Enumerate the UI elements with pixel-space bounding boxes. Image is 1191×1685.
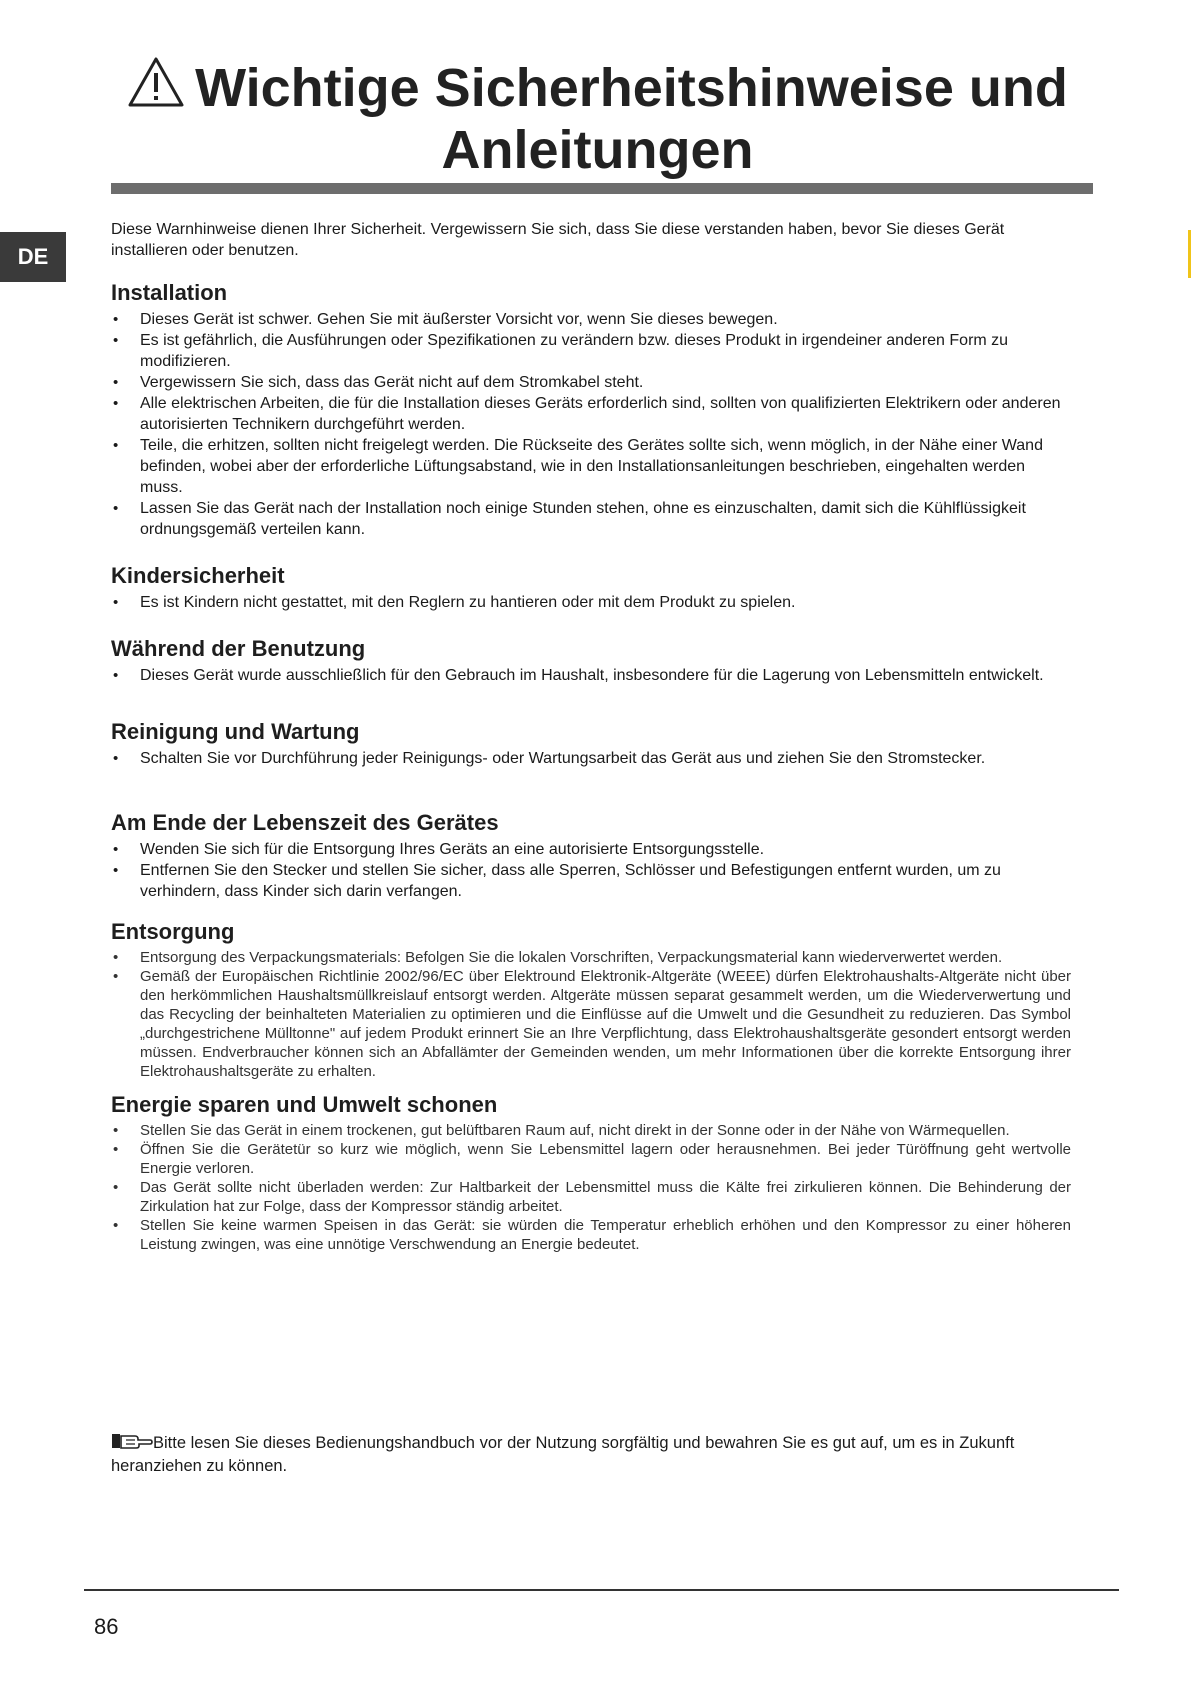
footer-divider	[84, 1589, 1119, 1591]
list-item: • Stellen Sie das Gerät in einem trockenen, gut belüftbaren Raum auf, nicht direkt in der Sonne oder in der Nähe von Wärmequellen.	[111, 1121, 1071, 1140]
warning-triangle-icon	[127, 56, 185, 108]
section-heading: Am Ende der Lebenszeit des Gerätes	[111, 810, 499, 835]
section-installation	[111, 279, 1071, 540]
section-energie	[111, 1091, 1071, 1254]
list-item: • Entfernen Sie den Stecker und stellen Sie sicher, dass alle Sperren, Schlösser und Befestigungen entfernt wurden, um zu verhindern, dass Kinder sich darin verfangen.	[111, 860, 1071, 902]
list-item: • Vergewissern Sie sich, dass das Gerät nicht auf dem Stromkabel steht.	[111, 372, 1071, 393]
section-benutzung	[111, 635, 1071, 686]
list-item: • Öffnen Sie die Gerätetür so kurz wie möglich, wenn Sie Lebensmittel lagern oder herausnehmen. Bei jeder Türöffnung geht wertvolle Energie verloren.	[111, 1140, 1071, 1178]
section-heading: Kindersicherheit	[111, 563, 285, 588]
document-body	[111, 219, 1071, 1254]
page-title-line-2: Anleitungen	[441, 120, 754, 180]
language-tab: DE	[0, 232, 66, 282]
list-item: • Entsorgung des Verpackungsmaterials: Befolgen Sie die lokalen Vorschriften, Verpackungsmaterial kann wiederverwertet werden.	[111, 948, 1071, 967]
list-item: • Gemäß der Europäischen Richtlinie 2002/96/EC über Elektround Elektronik-Altgeräte (WEEE) dürfen Elektrohaushalts-Altgeräte nicht über den herkömmlichen Haushaltsmüllkreislauf entsorgt werden. Altgeräte müssen separat gesammelt werden, um die Wiederverwertung und das Recycling der beinhalteten Materialien zu optimieren und die Einflüsse auf die Umwelt und die Gesundheit zu reduzieren. Das Symbol „durchgestrichene Mülltonne" auf jedem Produkt erinnert Sie an Ihre Verpflichtung, dass Elektrohaushaltsgeräte gesondert entsorgt werden müssen. Endverbraucher können sich an Abfallämter der Gemeinden wenden, um mehr Informationen über die korrekte Entsorgung ihrer Elektrohaushaltsgeräte zu erhalten.	[111, 967, 1071, 1081]
section-heading: Energie sparen und Umwelt schonen	[111, 1092, 498, 1117]
intro-paragraph: Diese Warnhinweise dienen Ihrer Sicherheit. Vergewissern Sie sich, dass Sie diese verstanden haben, bevor Sie dieses Gerät installieren oder benutzen.	[111, 221, 1005, 259]
reading-note	[111, 1432, 1071, 1478]
section-heading: Entsorgung	[111, 919, 235, 944]
list-item: • Lassen Sie das Gerät nach der Installation noch einige Stunden stehen, ohne es einzuschalten, damit sich die Kühlflüssigkeit ordnungsgemäß verteilen kann.	[111, 498, 1071, 540]
list-item: • Teile, die erhitzen, sollten nicht freigelegt werden. Die Rückseite des Gerätes sollte sich, wenn möglich, in der Nähe einer Wand befinden, wobei aber der erforderliche Lüftungsabstand, wie in den Installationsanleitungen beschrieben, eingehalten werden muss.	[111, 435, 1071, 498]
list-item: • Es ist gefährlich, die Ausführungen oder Spezifikationen zu verändern bzw. dieses Produkt in irgendeiner anderen Form zu modifizieren.	[111, 330, 1071, 372]
list-item: • Stellen Sie keine warmen Speisen in das Gerät: sie würden die Temperatur erheblich erhöhen und den Kompressor zu einer höheren Leistung zwingen, was eine unnötige Verschwendung an Energie bedeutet.	[111, 1216, 1071, 1254]
list-item: • Das Gerät sollte nicht überladen werden: Zur Haltbarkeit der Lebensmittel muss die Kälte frei zirkulieren können. Die Behinderung der Zirkulation hat zur Folge, dass der Kompressor ständig arbeitet.	[111, 1178, 1071, 1216]
list-item: • Alle elektrischen Arbeiten, die für die Installation dieses Geräts erforderlich sind, sollten von qualifizierten Elektrikern oder anderen autorisierten Technikern durchgeführt werden.	[111, 393, 1071, 435]
section-heading: Reinigung und Wartung	[111, 719, 360, 744]
section-lebensende	[111, 809, 1071, 902]
page-number: 86	[94, 1614, 119, 1639]
page-title	[110, 56, 1085, 181]
section-reinigung	[111, 718, 1071, 769]
section-entsorgung	[111, 918, 1071, 1081]
page-title-line-1	[110, 56, 1085, 119]
section-heading: Installation	[111, 280, 228, 305]
section-kindersicherheit	[111, 562, 1071, 613]
list-item: • Dieses Gerät ist schwer. Gehen Sie mit äußerster Vorsicht vor, wenn Sie dieses bewegen.	[111, 309, 1071, 330]
page-title-text-1: Wichtige Sicherheitshinweise und	[195, 58, 1068, 118]
reading-note-text: Bitte lesen Sie dieses Bedienungshandbuch vor der Nutzung sorgfältig und bewahren Sie es gut auf, um es in Zukunft heranziehen zu können.	[111, 1434, 1015, 1475]
list-item: • Wenden Sie sich für die Entsorgung Ihres Geräts an eine autorisierte Entsorgungsstelle.	[111, 839, 1071, 860]
title-divider	[111, 183, 1093, 194]
list-item: • Schalten Sie vor Durchführung jeder Reinigungs- oder Wartungsarbeit das Gerät aus und ziehen Sie den Stromstecker.	[111, 748, 1071, 769]
list-item: • Dieses Gerät wurde ausschließlich für den Gebrauch im Haushalt, insbesondere für die Lagerung von Lebensmitteln entwickelt.	[111, 665, 1071, 686]
section-heading: Während der Benutzung	[111, 636, 366, 661]
pointing-hand-icon	[111, 1432, 153, 1450]
list-item: • Es ist Kindern nicht gestattet, mit den Reglern zu hantieren oder mit dem Produkt zu spielen.	[111, 592, 1071, 613]
